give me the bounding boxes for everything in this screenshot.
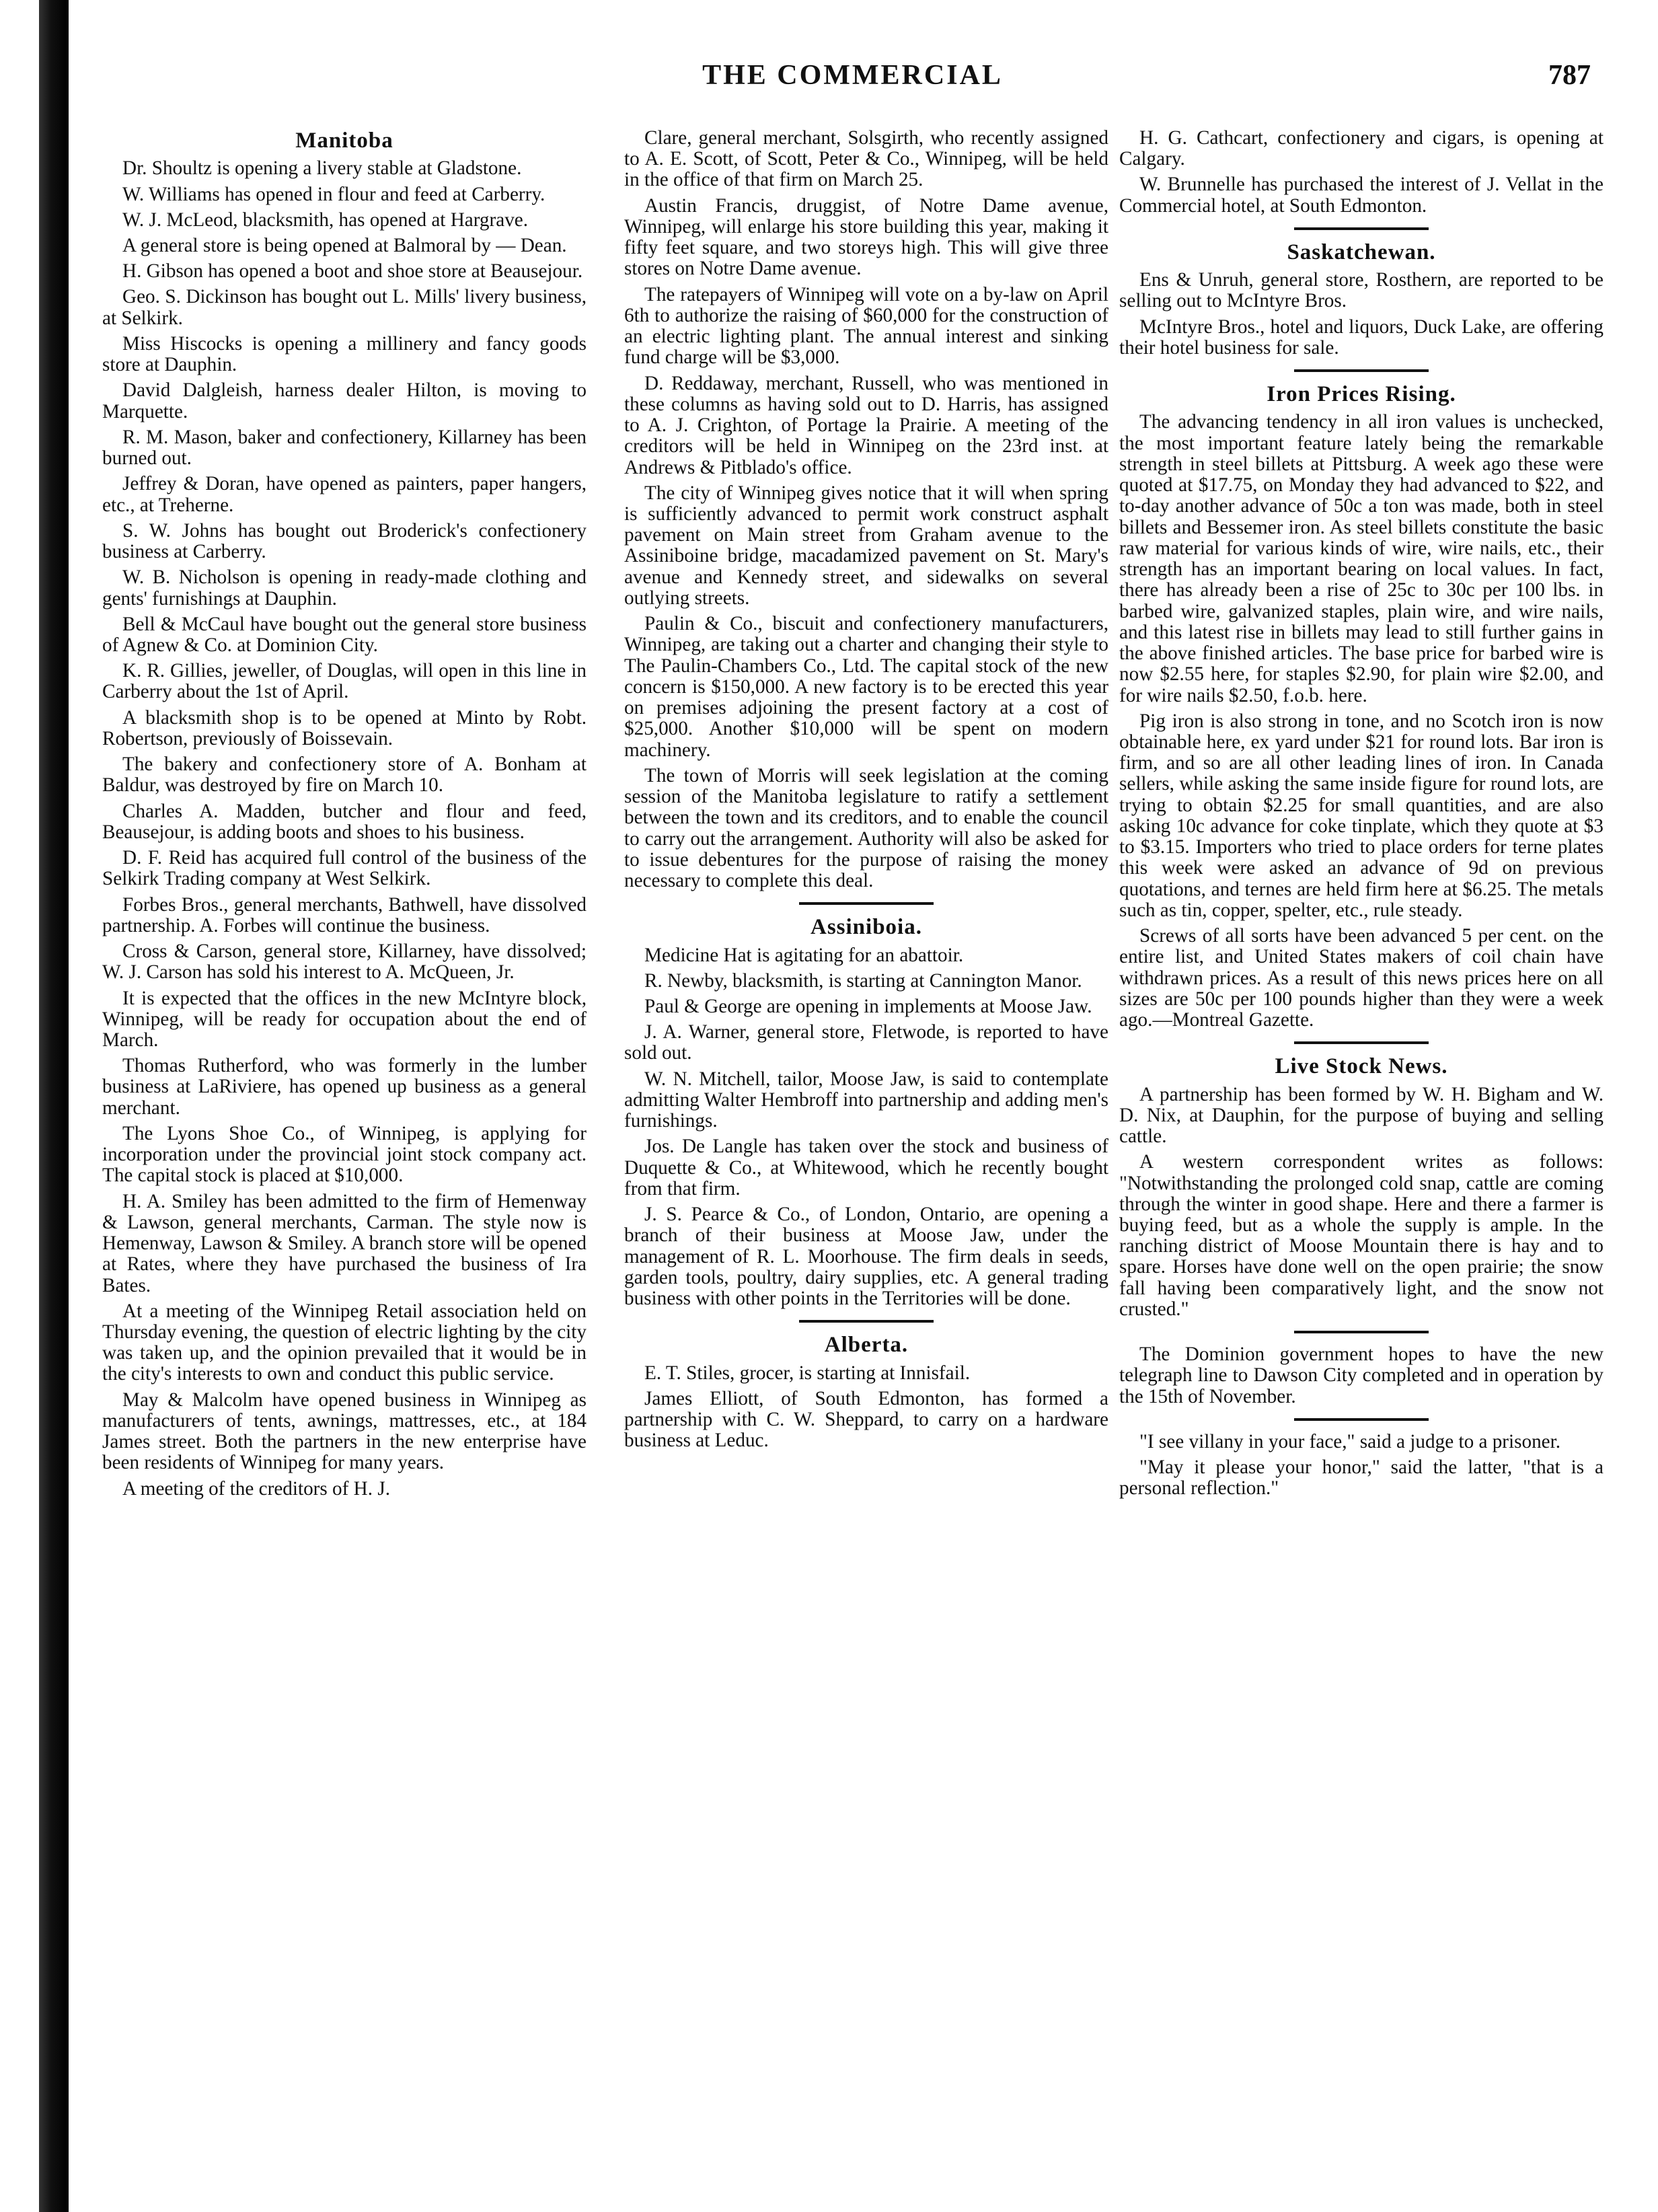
news-item: W. N. Mitchell, tailor, Moose Jaw, is said to contemplate admitting Walter Hembroff into partnership and adding men's furnishings.: [624, 1068, 1108, 1132]
news-item: Jos. De Langle has taken over the stock and business of Duquette & Co., at Whitewood, which he recently bought from that firm.: [624, 1136, 1108, 1200]
news-item: "I see villany in your face," said a judge to a prisoner.: [1139, 1430, 1561, 1452]
news-item: R. M. Mason, baker and confectionery, Killarney has been burned out.: [102, 426, 587, 470]
section-heading: Live Stock News.: [1275, 1054, 1448, 1079]
section-divider: [1294, 1331, 1429, 1333]
page-title: THE COMMERCIAL: [702, 60, 1003, 91]
news-item: W. B. Nicholson is opening in ready-made clothing and gents' furnishings at Dauphin.: [102, 566, 587, 610]
news-item: H. Gibson has opened a boot and shoe store at Beausejour.: [122, 260, 583, 283]
news-item: Jeffrey & Doran, have opened as painters, paper hangers, etc., at Treherne.: [102, 473, 587, 516]
news-item: David Dalgleish, harness dealer Hilton, is moving to Marquette.: [102, 379, 587, 422]
news-item: It is expected that the offices in the new McIntyre block, Winnipeg, will be ready for occupation about the end of March.: [102, 987, 587, 1051]
news-item: J. S. Pearce & Co., of London, Ontario, are opening a branch of their business at Moose Jaw, under the management of R. L. Moorhouse. The firm deals in seeds, garden tools, poultry, dairy supplies, etc. A general trading business with other points in the Territories will be done.: [624, 1204, 1108, 1310]
news-item: Miss Hiscocks is opening a millinery and fancy goods store at Dauphin.: [102, 332, 587, 376]
news-item: The Dominion government hopes to have the new telegraph line to Dawson City completed and in operation by the 15th of November.: [1119, 1343, 1604, 1407]
news-item: A meeting of the creditors of H. J.: [122, 1477, 390, 1500]
column-2: [624, 128, 1108, 2186]
news-item: "May it please your honor," said the latter, "that is a personal reflection.": [1119, 1457, 1604, 1500]
news-item: Ens & Unruh, general store, Rosthern, are reported to be selling out to McIntyre Bros.: [1119, 269, 1604, 312]
news-item: McIntyre Bros., hotel and liquors, Duck Lake, are offering their hotel business for sale.: [1119, 316, 1604, 359]
news-item: Paulin & Co., biscuit and confectionery manufacturers, Winnipeg, are taking out a charter and changing their style to The Paulin-Chambers Co., Ltd. The capital stock of the new concern is $150,000. A new factory is to be erected this year on premises adjoining the present factory at a cost of $25,000. Another $10,000 will be spent on modern machinery.: [624, 613, 1108, 761]
news-item: W. Brunnelle has purchased the interest of J. Vellat in the Commercial hotel, at South Edmonton.: [1119, 174, 1604, 217]
news-item: Paul & George are opening in implements at Moose Jaw.: [644, 995, 1092, 1017]
news-item: Austin Francis, druggist, of Notre Dame avenue, Winnipeg, will enlarge his store building this year, making it fifty feet square, and two storeys high. This will give three stores on Notre Dame avenue.: [624, 194, 1108, 280]
section-divider: [1294, 1418, 1429, 1421]
news-item: Bell & McCaul have bought out the general store business of Agnew & Co. at Dominion City.: [102, 613, 587, 656]
news-item: A blacksmith shop is to be opened at Minto by Robt. Robertson, previously of Boissevain.: [102, 706, 587, 749]
page-number: 787: [1548, 60, 1591, 91]
section-heading: Saskatchewan.: [1287, 239, 1436, 264]
section-divider: [1294, 369, 1429, 372]
news-item: Medicine Hat is agitating for an abattoir.: [644, 944, 964, 966]
news-item: D. Reddaway, merchant, Russell, who was mentioned in these columns as having sold out to D. Harris, has assigned to A. J. Crighton, of Portage la Prairie. A meeting of the creditors will be held in Winnipeg on the 23rd inst. at Andrews & Pitblado's office.: [624, 372, 1108, 478]
section-divider: [799, 1320, 934, 1323]
section-heading: Assiniboia.: [811, 915, 922, 940]
news-item: The city of Winnipeg gives notice that it will when spring is sufficiently advanced to permit work construct asphalt pavement on Main street from Graham avenue to the Assiniboine bridge, macadamized pavement on St. Mary's avenue and Kennedy street, and sidewalks on several outlying streets.: [624, 482, 1108, 609]
news-item: H. G. Cathcart, confectionery and cigars, is opening at Calgary.: [1119, 128, 1604, 170]
news-item: The Lyons Shoe Co., of Winnipeg, is applying for incorporation under the provincial joint stock company act. The capital stock is placed at $10,000.: [102, 1122, 587, 1187]
news-item: S. W. Johns has bought out Broderick's confectionery business at Carberry.: [102, 519, 587, 563]
section-divider: [1294, 1041, 1429, 1044]
column-1: [102, 128, 587, 2186]
news-item: Thomas Rutherford, who was formerly in the lumber business at LaRiviere, has opened up business as a general merchant.: [102, 1055, 587, 1119]
news-item: W. Williams has opened in flour and feed at Carberry.: [122, 183, 545, 205]
column-3: [1119, 128, 1604, 2186]
news-item: A western correspondent writes as follows: "Notwithstanding the prolonged cold snap, cattle are coming through the winter in good shape. Here and there a farmer is buying feed, but as a whole the supply is ample. In the ranching district of Moose Mountain there is hay and to spare. Horses have done well on the open prairie; the snow fall having been comparatively light, and the snow not crusted.": [1119, 1151, 1604, 1320]
news-item: Cross & Carson, general store, Killarney, have dissolved; W. J. Carson has sold his interest to A. McQueen, Jr.: [102, 941, 587, 984]
news-item: The ratepayers of Winnipeg will vote on a by-law on April 6th to authorize the raising of $60,000 for the construction of an electric lighting plant. The annual interest and sinking fund charge will be $3,000.: [624, 283, 1108, 369]
news-item: K. R. Gillies, jeweller, of Douglas, will open in this line in Carberry about the 1st of April.: [102, 660, 587, 703]
news-item: Screws of all sorts have been advanced 5 per cent. on the entire list, and United States makers of coil chain have withdrawn prices. As a result of this news prices here on all sizes are 50c per 100 pounds higher than they were a week ago.—Montreal Gazette.: [1119, 925, 1604, 1031]
section-divider: [799, 902, 934, 905]
news-item: D. F. Reid has acquired full control of the business of the Selkirk Trading company at West Selkirk.: [102, 847, 587, 890]
page-header: [87, 59, 1618, 100]
news-item: A partnership has been formed by W. H. Bigham and W. D. Nix, at Dauphin, for the purpose of buying and selling cattle.: [1119, 1083, 1604, 1148]
news-item: The bakery and confectionery store of A. Bonham at Baldur, was destroyed by fire on March 10.: [102, 753, 587, 797]
section-heading: Iron Prices Rising.: [1267, 382, 1456, 407]
scan-edge-bar: [39, 0, 69, 2212]
news-item: Pig iron is also strong in tone, and no Scotch iron is now obtainable here, ex yard under $21 for round lots. Bar iron is firm, and so are all other leading lines of iron. In Canada sellers, while asking the same inside figure for round lots, are trying to obtain $2.25 for small quantities, and are also asking 10c advance for coke tinplate, which they quote at $3 to $3.15. Importers who tried to place orders for terne plates this week were asked an advance of 9d on previous quotations, and ternes are held firm here at $6.25. The metals such as tin, copper, spelter, etc., rule steady.: [1119, 710, 1604, 921]
news-item: Geo. S. Dickinson has bought out L. Mills' livery business, at Selkirk.: [102, 286, 587, 329]
news-item: Dr. Shoultz is opening a livery stable at Gladstone.: [122, 157, 522, 180]
news-item: Forbes Bros., general merchants, Bathwell, have dissolved partnership. A. Forbes will continue the business.: [102, 893, 587, 936]
news-item: Charles A. Madden, butcher and flour and feed, Beausejour, is adding boots and shoes to his business.: [102, 800, 587, 843]
news-item: At a meeting of the Winnipeg Retail association held on Thursday evening, the question of electric lighting by the city was taken up, and the opinion prevailed that it would be in the city's interests to own and conduct this public service.: [102, 1300, 587, 1385]
news-item: E. T. Stiles, grocer, is starting at Innisfail.: [644, 1362, 971, 1384]
section-heading: Alberta.: [824, 1333, 909, 1358]
news-item: James Elliott, of South Edmonton, has formed a partnership with C. W. Sheppard, to carry on a hardware business at Leduc.: [624, 1387, 1108, 1452]
section-divider: [1294, 227, 1429, 230]
news-item: May & Malcolm have opened business in Winnipeg as manufacturers of tents, awnings, mattresses, etc., at 184 James street. Both the partners in the new enterprise have been residents of Winnipeg for many years.: [102, 1389, 587, 1474]
news-item: The advancing tendency in all iron values is unchecked, the most important feature lately being the remarkable strength in steel billets at Pittsburg. A week ago these were quoted at $17.75, on Monday they had advanced to $22, and to-day another advance of 50c a ton was made, both in steel billets and Bessemer iron. As steel billets constitute the basic raw material for various kinds of wire, wire nails, etc., their strength has an important bearing on local values. In fact, there has already been a rise of 25c to 30c per 100 lbs. in barbed wire, galvanized staples, plain wire, and wire nails, and this latest rise in billets may lead to still further gains in the above finished articles. The base price for barbed wire is now $2.55 here, for staples $2.90, for plain wire $2.00, and for wire nails $2.50, f.o.b. here.: [1119, 411, 1604, 706]
news-item: J. A. Warner, general store, Fletwode, is reported to have sold out.: [624, 1021, 1108, 1064]
news-item: W. J. McLeod, blacksmith, has opened at Hargrave.: [122, 209, 529, 231]
news-item: A general store is being opened at Balmoral by — Dean.: [122, 235, 567, 256]
news-item: Clare, general merchant, Solsgirth, who recently assigned to A. E. Scott, of Scott, Peter & Co., Winnipeg, will be held in the office of that firm on March 25.: [624, 128, 1108, 191]
section-heading: Manitoba: [295, 128, 393, 153]
news-item: R. Newby, blacksmith, is starting at Cannington Manor.: [644, 969, 1082, 992]
news-item: The town of Morris will seek legislation at the coming session of the Manitoba legislature to ratify a settlement between the town and its creditors, and to enable the council to carry out the arrangement. Authority will also be asked for to issue debentures for the purpose of raising the money necessary to complete this deal.: [624, 764, 1108, 891]
news-item: H. A. Smiley has been admitted to the firm of Hemenway & Lawson, general merchants, Carman. The style now is Hemenway, Lawson & Smiley. A branch store will be opened at Rates, where they have purchased the business of Ira Bates.: [102, 1190, 587, 1296]
